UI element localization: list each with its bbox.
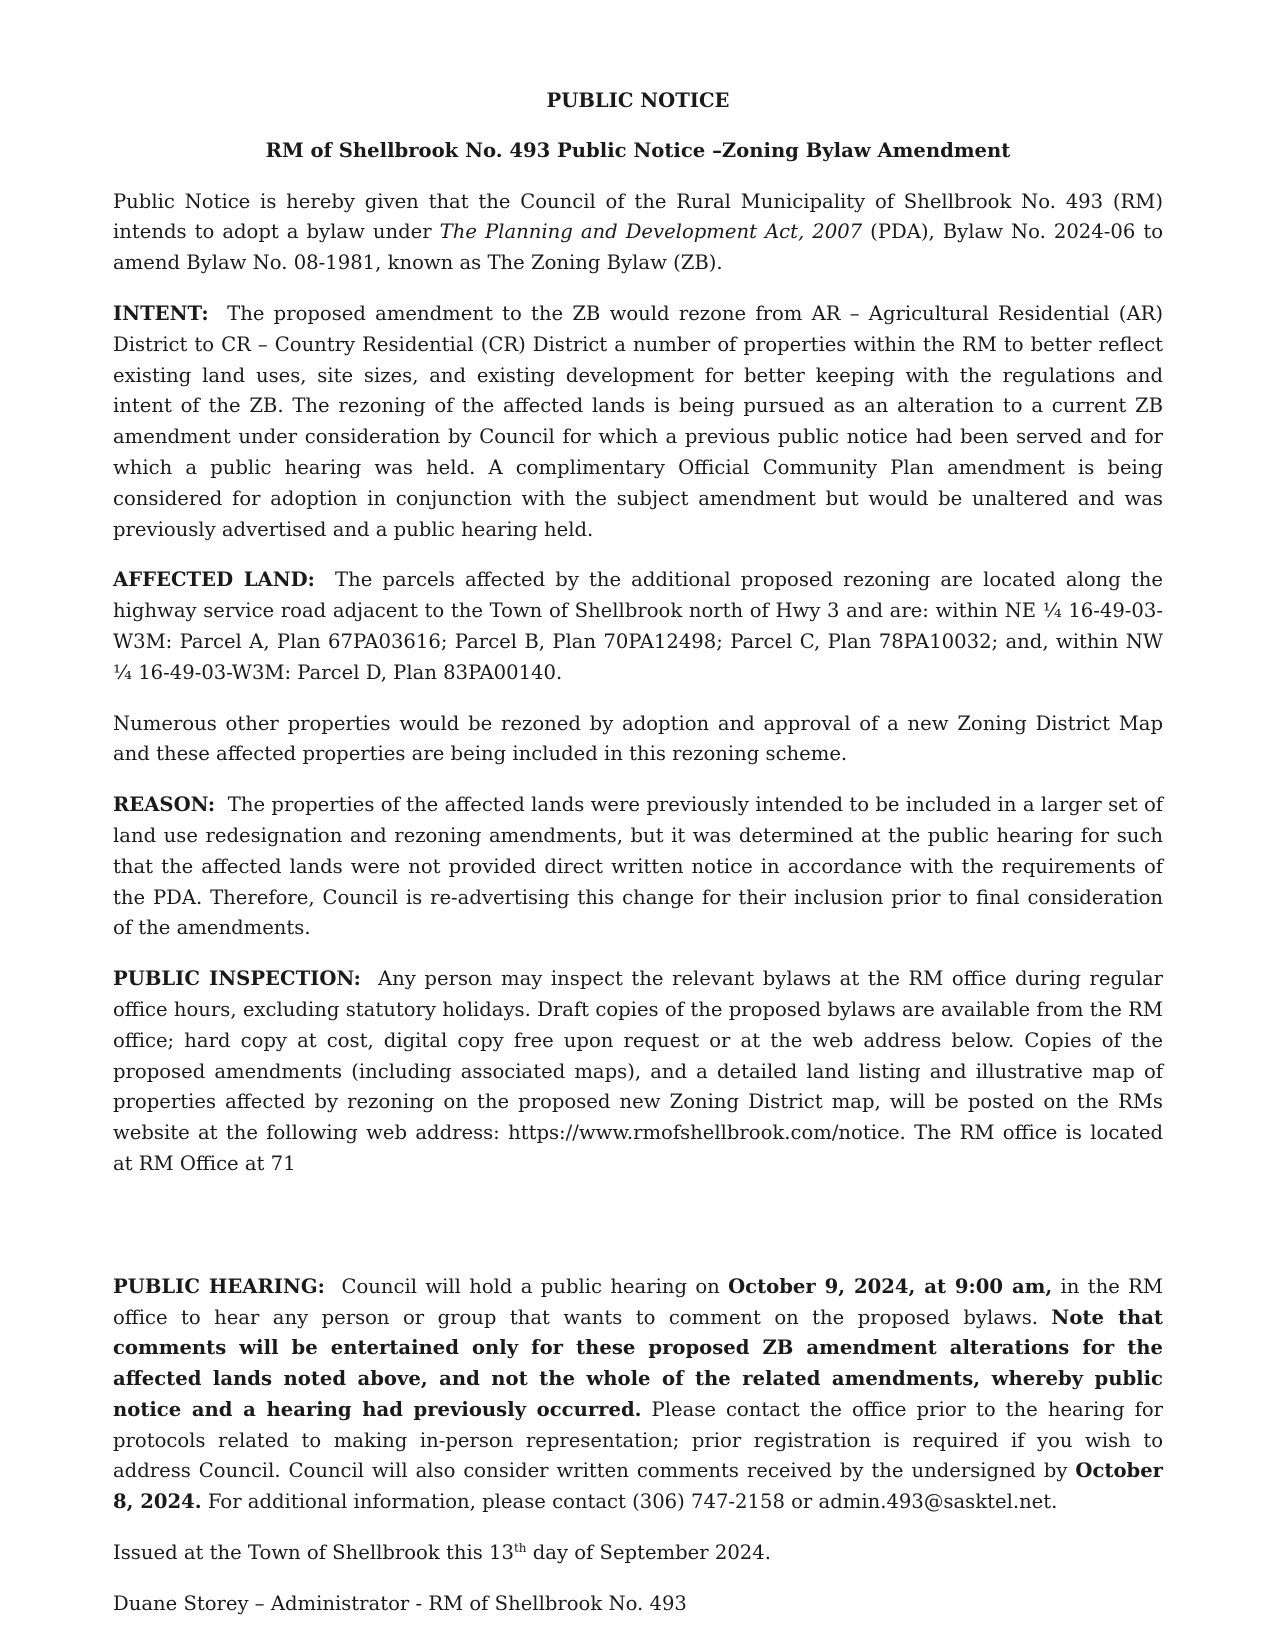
affected-land-label: AFFECTED LAND: — [113, 568, 315, 592]
hearing-label: PUBLIC HEARING: — [113, 1274, 325, 1298]
blank-space — [113, 1200, 1163, 1272]
affected-land-text: The parcels affected by the additional proposed rezoning are located along the highway service road adjacent to the Town of Shellbrook north of Hwy 3 and are: within NE ¼ 16-49-03-W3M: Parcel A, Plan 67PA03616; Parcel B, Plan 70PA12498; Parcel C, Plan 78PA10032; and, within NW ¼ 16-49-03-W3M: Parcel D, Plan 83PA00140. — [113, 568, 1163, 684]
reason-text: The properties of the affected lands were previously intended to be included in a larger set of land use redesignation and rezoning amendments, but it was determined at the public hearing for such that the affected lands were not provided direct written notice in accordance with the requirements of the PDA. Therefore, Council is re-advertising this change for their inclusion prior to final consideration of the amendments. — [113, 793, 1163, 940]
hearing-text-1: Council will hold a public hearing on — [341, 1274, 729, 1298]
hearing-section — [113, 1272, 1163, 1518]
inspection-text: Any person may inspect the relevant bylaws at the RM office during regular office hours, excluding statutory holidays. Draft copies of the proposed bylaws are available from the RM office; hard copy at cost, digital copy free upon request or at the web address below. Copies of the proposed amendments (including associated maps), and a detailed land listing and illustrative map of properties affected by rezoning on the proposed new Zoning District map, will be posted on the RMs website at the following web address: https://www.rmofshellbrook.com/notice. The RM office is located at RM Office at 71 — [113, 967, 1163, 1175]
issued-text-end: day of September 2024. — [526, 1541, 771, 1565]
hearing-date: October 9, 2024, at 9:00 am, — [728, 1274, 1053, 1298]
notice-document — [113, 86, 1163, 1640]
inspection-label: PUBLIC INSPECTION: — [113, 967, 361, 991]
numerous-properties-paragraph: Numerous other properties would be rezoned by adoption and approval of a new Zoning District Map and these affected properties are being included in this rezoning scheme. — [113, 711, 1163, 766]
reason-section — [113, 790, 1163, 944]
intent-text: The proposed amendment to the ZB would rezone from AR – Agricultural Residential (AR) District to CR – Country Residential (CR) District a number of properties within the RM to better reflect existing land uses, site sizes, and existing development for better keeping with the regulations and intent of the ZB. The rezoning of the affected lands is being pursued as an alteration to a current ZB amendment under consideration by Council for which a previous public notice had been served and for which a public hearing was held. A complimentary Official Community Plan amendment is being considered for adoption in conjunction with the subject amendment but would be unaltered and was previously advertised and a public hearing held. — [113, 301, 1163, 541]
hearing-text-4: For additional information, please contact (306) 747-2158 or admin.493@sasktel.net. — [201, 1490, 1058, 1514]
hearing-note: Note that comments will be entertained only for these proposed ZB amendment alterations for the affected lands noted above, and not the whole of the related amendments, whereby public notice and a hearing had previously occurred. — [113, 1305, 1163, 1421]
issued-text-start: Issued at the Town of Shellbrook this 13 — [113, 1541, 514, 1565]
signature-line: Duane Storey – Administrator - RM of Shellbrook No. 493 — [113, 1591, 687, 1615]
comment-deadline: October 8, 2024. — [113, 1459, 1163, 1514]
ordinal-suffix: th — [513, 1541, 527, 1556]
page-title: PUBLIC NOTICE — [546, 89, 730, 112]
page-subtitle: RM of Shellbrook No. 493 Public Notice –Zoning Bylaw Amendment — [265, 138, 1011, 162]
issued-line — [113, 1538, 1163, 1569]
inspection-section — [113, 964, 1163, 1180]
hearing-text-3: Please contact the office prior to the hearing for protocols related to making in-person representation; prior registration is required if you wish to address Council. Council will also consider written comments received by the undersigned by — [113, 1397, 1163, 1483]
intro-text-start: Public Notice is hereby given that the Council of the Rural Municipality of Shellbrook No. 493 (RM) intends to adopt a bylaw under — [113, 189, 1163, 244]
act-title: The Planning and Development Act, 2007 — [439, 220, 863, 244]
reason-label: REASON: — [113, 793, 216, 817]
intent-label: INTENT: — [113, 301, 209, 325]
affected-land-section — [113, 565, 1163, 688]
intent-section — [113, 299, 1163, 545]
intro-text-end: (PDA), Bylaw No. 2024-06 to amend Bylaw No. 08-1981, known as The Zoning Bylaw (ZB). — [113, 220, 1163, 275]
hearing-text-2: in the RM office to hear any person or group that wants to comment on the proposed bylaws. — [113, 1274, 1163, 1329]
intro-paragraph — [113, 187, 1163, 279]
